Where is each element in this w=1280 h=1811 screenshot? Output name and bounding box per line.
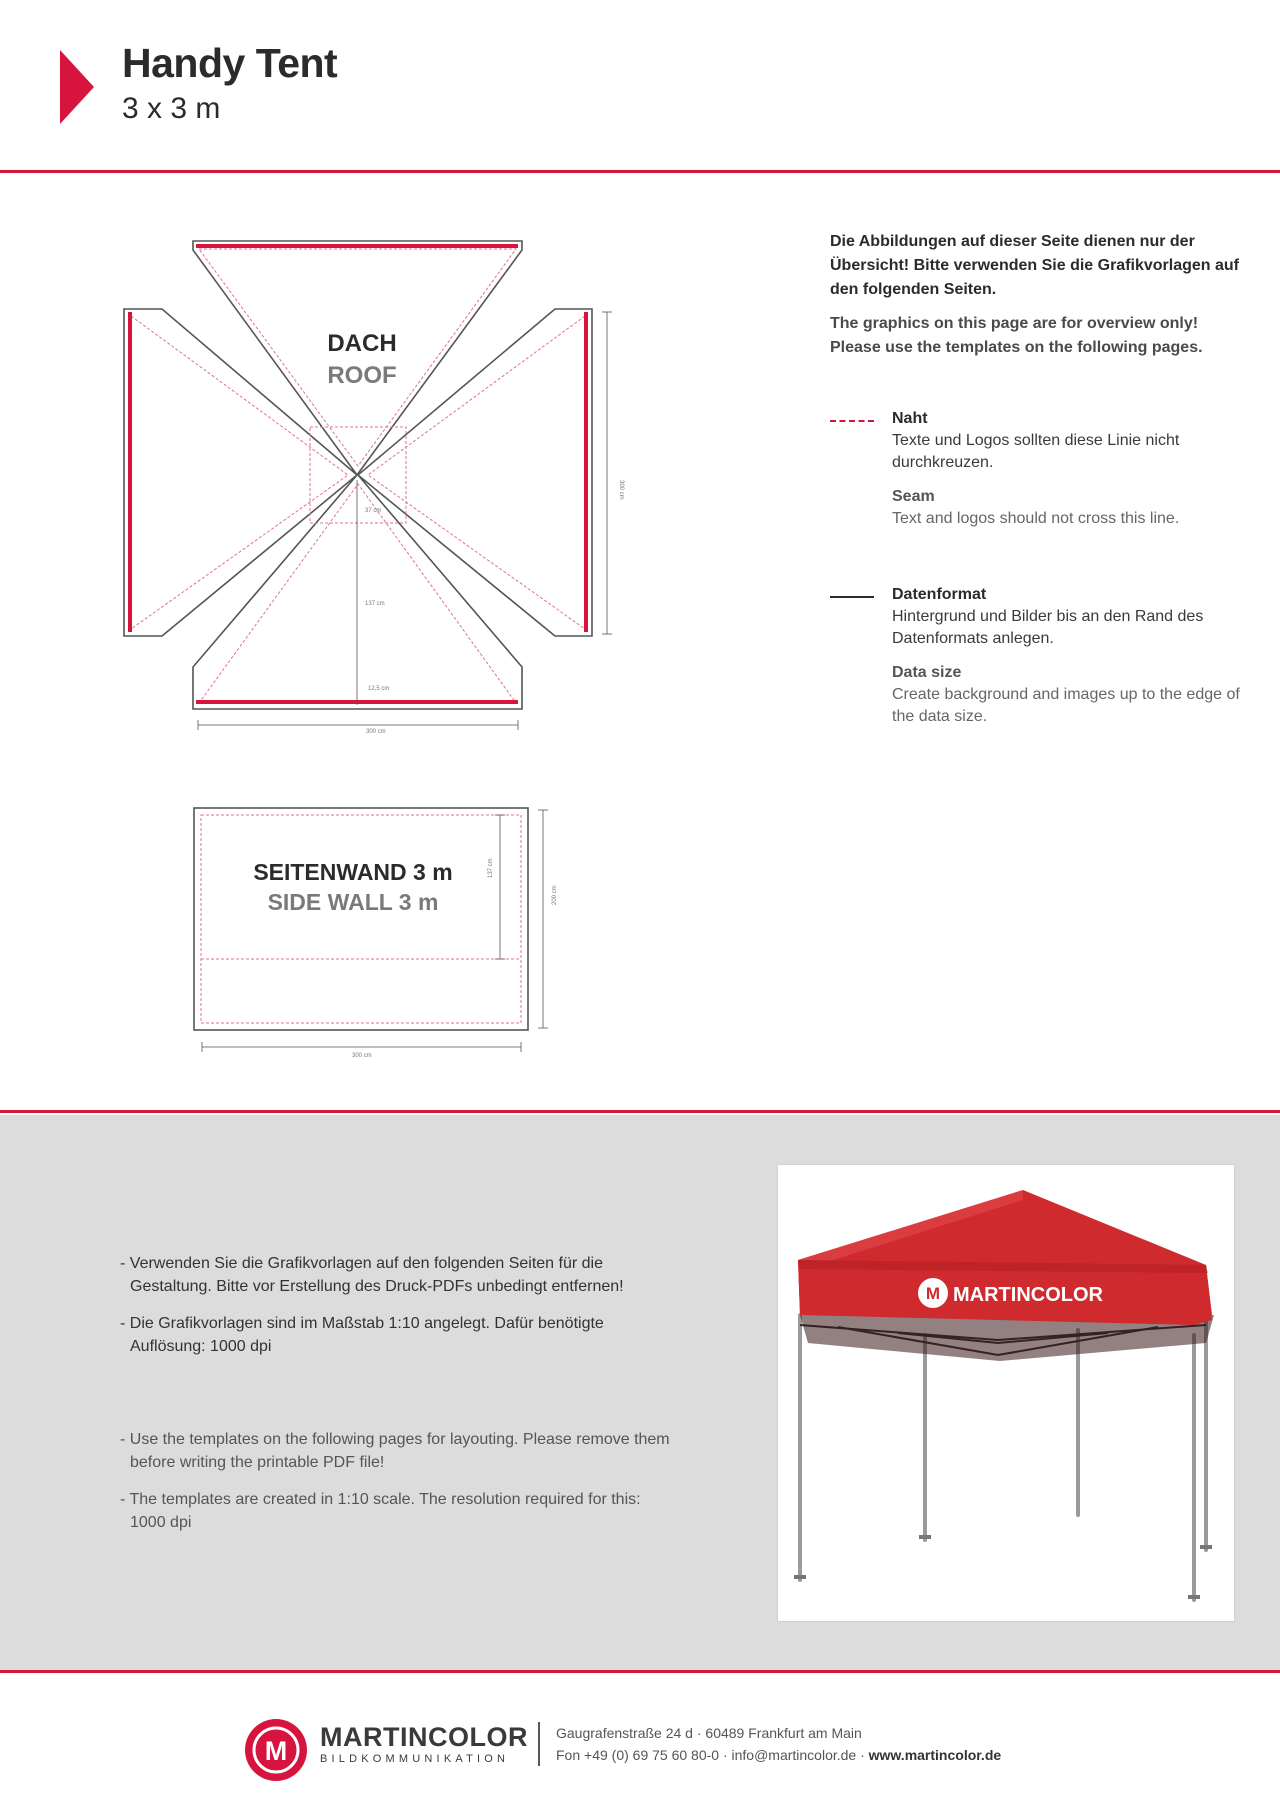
roof-dim-side: 300 cm bbox=[618, 480, 624, 500]
roof-hem-right bbox=[584, 312, 588, 632]
roof-dim-center: 37 cm bbox=[365, 508, 382, 514]
note-en-1: - Use the templates on the following pages for layouting. Please remove them before writing the printable PDF file! bbox=[120, 1431, 670, 1471]
footer-address: Gaugrafenstraße 24 d · 60489 Frankfurt am Main bbox=[556, 1725, 862, 1741]
roof-dim-width: 300 cm bbox=[366, 729, 386, 735]
legend-data-size bbox=[830, 584, 1250, 734]
roof-hem-top bbox=[196, 244, 518, 248]
legend-data-title-de: Datenformat bbox=[892, 586, 987, 603]
tent-illustration bbox=[778, 1165, 1234, 1621]
note-de-1: - Verwenden Sie die Grafikvorlagen auf den folgenden Seiten für die Gestaltung. Bitte vor Erstellung des Druck-PDFs unbedingt entfernen! bbox=[120, 1255, 624, 1295]
legend-data-text-de: Hintergrund und Bilder bis an den Rand des Datenformats anlegen. bbox=[892, 608, 1204, 647]
canopy-logo-text: MARTINCOLOR bbox=[953, 1284, 1103, 1306]
page-title: Handy Tent bbox=[122, 40, 338, 86]
roof-label-de: DACH bbox=[327, 330, 397, 357]
sidewall-outline bbox=[194, 808, 528, 1030]
legend-data-title-en: Data size bbox=[892, 664, 962, 681]
sidewall-dim-height: 200 cm bbox=[552, 885, 558, 905]
page-subtitle: 3 x 3 m bbox=[122, 92, 221, 125]
tent-photo bbox=[778, 1165, 1234, 1621]
footer-divider bbox=[538, 1722, 540, 1766]
sidewall-label-en: SIDE WALL 3 m bbox=[267, 889, 439, 915]
footer-contact bbox=[556, 1747, 1001, 1763]
note-en-2: - The templates are created in 1:10 scale. The resolution required for this: 1000 dpi bbox=[120, 1491, 641, 1531]
seam-line-sample bbox=[830, 420, 874, 422]
sidewall-label-de: SEITENWAND 3 m bbox=[253, 859, 453, 885]
overview-notice-de: Die Abbildungen auf dieser Seite dienen nur der Übersicht! Bitte verwenden Sie die Grafikvorlagen auf den folgenden Seiten. bbox=[830, 233, 1239, 298]
sidewall-dim-inner-height: 137 cm bbox=[488, 858, 494, 878]
legend-seam-title-en: Seam bbox=[892, 488, 935, 505]
footer-tagline: BILDKOMMUNIKATION bbox=[320, 1753, 510, 1765]
overview-notice-en: The graphics on this page are for overview only! Please use the templates on the following pages. bbox=[830, 315, 1203, 356]
notes-german bbox=[120, 1252, 680, 1372]
roof-dim-flap: 12,5 cm bbox=[368, 686, 390, 692]
footer-website-link[interactable]: www.martincolor.de bbox=[868, 1747, 1002, 1763]
section-divider-bottom bbox=[0, 1670, 1280, 1673]
section-divider-top bbox=[0, 1110, 1280, 1113]
legend-seam-title-de: Naht bbox=[892, 410, 928, 427]
roof-outline bbox=[124, 241, 592, 709]
legend-seam-text-en: Text and logos should not cross this line. bbox=[892, 510, 1180, 527]
footer-brand: MARTINCOLOR bbox=[320, 1722, 528, 1752]
roof-dim-height: 137 cm bbox=[365, 601, 385, 607]
notes-english bbox=[120, 1428, 680, 1548]
legend-seam-text-de: Texte und Logos sollten diese Linie nicht durchkreuzen. bbox=[892, 432, 1180, 471]
overview-notice bbox=[830, 230, 1250, 360]
legend-seam bbox=[830, 408, 1250, 538]
roof-drawing bbox=[124, 241, 624, 735]
note-de-2: - Die Grafikvorlagen sind im Maßstab 1:10 angelegt. Dafür benötigte Auflösung: 1000 dpi bbox=[120, 1315, 604, 1355]
svg-text:M: M bbox=[925, 1284, 941, 1303]
roof-label-en: ROOF bbox=[327, 362, 397, 389]
roof-hem-left bbox=[128, 312, 132, 632]
martincolor-logo-icon bbox=[243, 1717, 309, 1783]
data-size-line-sample bbox=[830, 596, 874, 598]
sidewall-dim-width: 300 cm bbox=[352, 1053, 372, 1059]
svg-text:M: M bbox=[264, 1736, 288, 1766]
sidewall-drawing bbox=[194, 808, 558, 1059]
legend-data-text-en: Create background and images up to the edge of the data size. bbox=[892, 686, 1240, 725]
footer-contact-text: Fon +49 (0) 69 75 60 80-0 · info@martincolor.de · bbox=[556, 1747, 869, 1763]
